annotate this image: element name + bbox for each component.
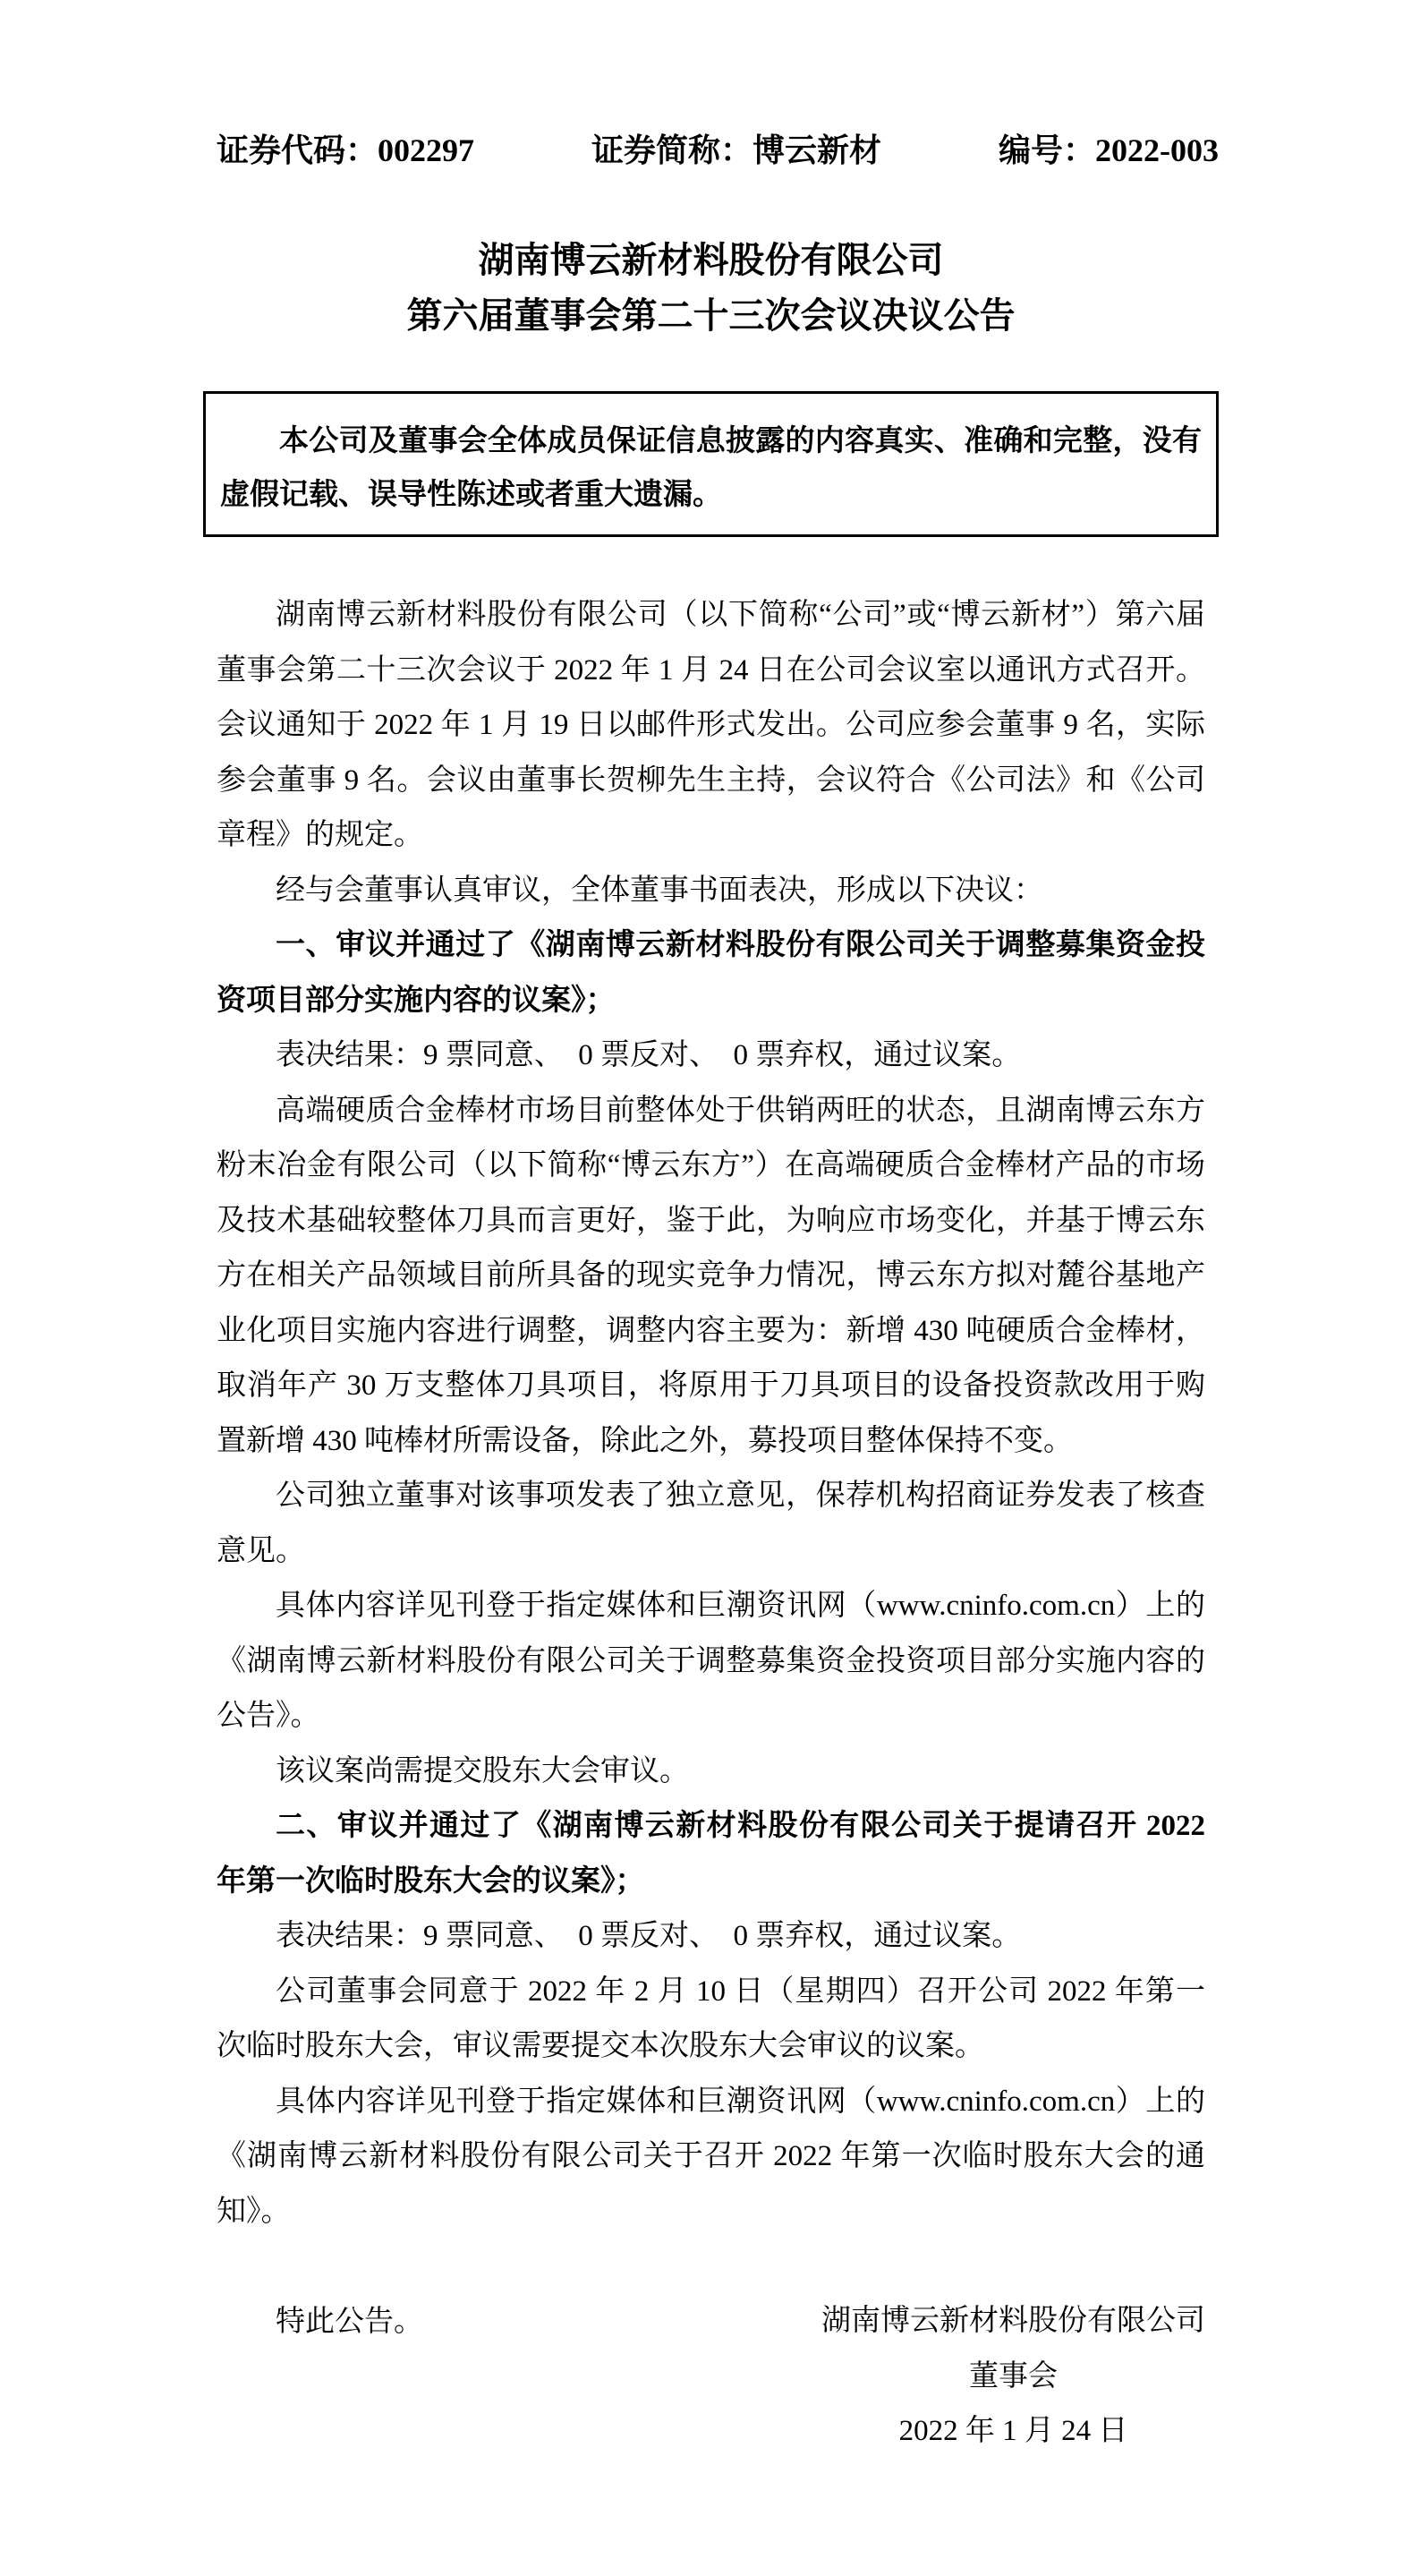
signature-company: 湖南博云新材料股份有限公司 <box>821 2305 1205 2337</box>
body-paragraph-item-1-detail: 高端硬质合金棒材市场目前整体处于供销两旺的状态，且湖南博云东方粉末冶金有限公司（以下简称“博云东方”）在高端硬质合金棒材产品的市场及技术基础较整体刀具而言更好，鉴于此，为响应市场变化，并基于博云东方在相关产品领域目前所具备的现实竞争力情况，博云东方拟对麓谷基地产业化项目实施内容进行调整，调整内容主要为：新增 430 吨硬质合金棒材，取消年产 30 万支整体刀具项目，将原用于刀具项目的设备投资款改用于购置新增 430 吨棒材所需设备，除此之外，募投项目整体保持不变。 <box>217 1094 1205 1457</box>
body-paragraph-meeting-info: 湖南博云新材料股份有限公司（以下简称“公司”或“博云新材”）第六届董事会第二十三次会议于 2022 年 1 月 24 日在公司会议室以通讯方式召开。会议通知于 2022 年 1 月 19 日以邮件形式发出。公司应参会董事 9 名，实际参会董事 9 名。会议由董事长贺柳先生主持，会议符合《公司法》和《公司章程》的规定。 <box>217 599 1205 851</box>
disclaimer-box <box>203 391 1219 537</box>
security-code: 证券代码：002297 <box>217 132 475 168</box>
body-paragraph-item-1-reference: 具体内容详见刊登于指定媒体和巨潮资讯网（www.cninfo.com.cn）上的《湖南博云新材料股份有限公司关于调整募集资金投资项目部分实施内容的公告》。 <box>217 1590 1205 1732</box>
disclaimer-text: 本公司及董事会全体成员保证信息披露的内容真实、准确和完整，没有虚假记载、误导性陈述或者重大遗漏。 <box>220 425 1202 511</box>
document-title-block <box>217 233 1205 343</box>
body-paragraph-item-2-reference: 具体内容详见刊登于指定媒体和巨潮资讯网（www.cninfo.com.cn）上的《湖南博云新材料股份有限公司关于召开 2022 年第一次临时股东大会的通知》。 <box>217 2085 1205 2228</box>
signature-board: 董事会 <box>969 2359 1058 2393</box>
body-paragraph-independent-director-opinion: 公司独立董事对该事项发表了独立意见，保荐机构招商证券发表了核查意见。 <box>217 1480 1205 1567</box>
body-paragraph-resolution-intro: 经与会董事认真审议，全体董事书面表决，形成以下决议： <box>276 874 1043 907</box>
security-short-name: 证券简称：博云新材 <box>591 132 882 168</box>
signature-date: 2022 年 1 月 24 日 <box>898 2415 1128 2447</box>
body-paragraph-item-2-title: 二、审议并通过了《湖南博云新材料股份有限公司关于提请召开 2022 年第一次临时股东大会的议案》； <box>217 1810 1205 1898</box>
body-paragraph-item-2-vote-result: 表决结果：9 票同意、 0 票反对、 0 票弃权，通过议案。 <box>276 1920 1022 1952</box>
announcement-number: 编号：2022-003 <box>999 132 1219 168</box>
company-title: 湖南博云新材料股份有限公司 <box>478 240 944 280</box>
signature-block <box>821 2294 1205 2460</box>
document-header-row <box>217 131 1219 170</box>
body-paragraph-item-1-shareholder-review: 该议案尚需提交股东大会审议。 <box>276 1754 689 1787</box>
body-paragraph-item-2-detail: 公司董事会同意于 2022 年 2 月 10 日（星期四）召开公司 2022 年第一次临时股东大会，审议需要提交本次股东大会审议的议案。 <box>217 1975 1205 2062</box>
body-paragraph-item-1-vote-result: 表决结果：9 票同意、 0 票反对、 0 票弃权，通过议案。 <box>276 1039 1022 1071</box>
body-paragraph-closing: 特此公告。 <box>276 2305 423 2338</box>
body-paragraph-item-1-title: 一、审议并通过了《湖南博云新材料股份有限公司关于调整募集资金投资项目部分实施内容的议案》； <box>217 929 1205 1017</box>
announcement-title: 第六届董事会第二十三次会议决议公告 <box>406 294 1016 336</box>
document-body <box>217 588 1205 2350</box>
